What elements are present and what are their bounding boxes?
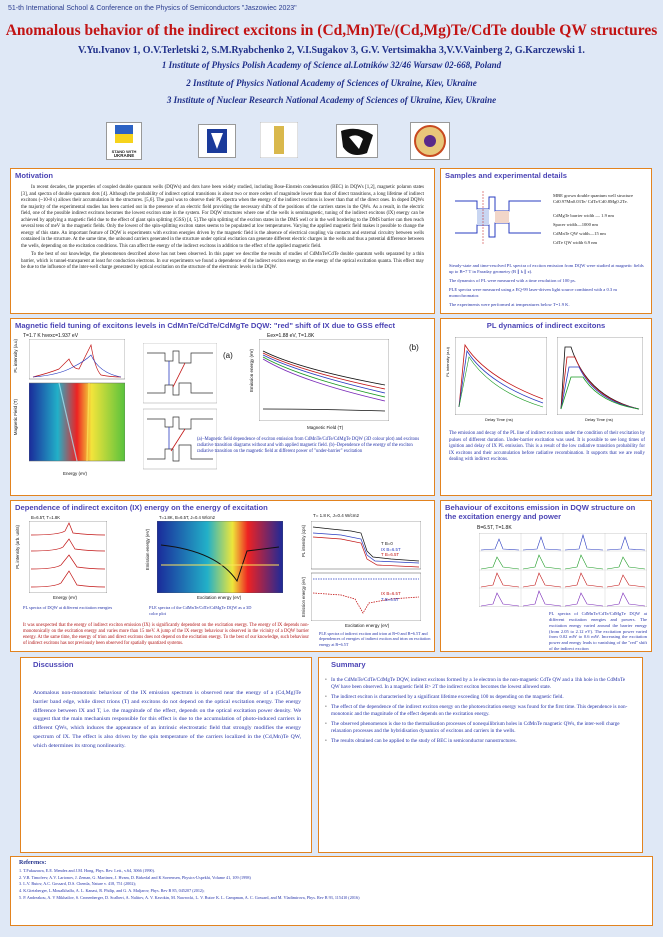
nasu-logo (260, 122, 298, 158)
dynamics-plot-1 (455, 337, 547, 415)
dynamics-plot1-xlabel: Delay Time (ns) (485, 417, 514, 422)
dep-legend2 (381, 591, 401, 602)
dep-cap3: PLE spectra of indirect exciton and trion at B=0 and B=6.5T and dependences of energies of indirect exciton and trion on excitation energy at B=6.5T (319, 631, 431, 647)
dep-plot3-header: T= 1.8 K, J=0.4 W/cm2 (313, 513, 360, 518)
stand-with-ukraine-logo (106, 122, 142, 160)
band-diagram (449, 187, 547, 249)
samples-details-4: The experiments were performed at temperatures below T=1.9 K. (449, 301, 570, 307)
magnetic-title: Magnetic field tuning of excitons levels in CdMnTe/CdTe/CdMgTe DQW: "red" shift of IX due to GSS effect (15, 321, 396, 330)
samples-details (449, 263, 645, 308)
legend-item: IX B=6.5T (381, 591, 401, 596)
behaviour-title: Behaviour of excitons emission in DQW structure on the excitation energy and power (445, 503, 636, 522)
plotB-header: Eex=1.88 eV, T=1.8K (267, 333, 315, 339)
label-b: (b) (409, 343, 419, 352)
summary-title: Summary (331, 660, 366, 669)
behaviour-text: PL spectra of CdMnTe/CdTe/CdMgTe DQW at different excitation energies and powers. The excitation energy varied around the barrier energy (from 2.05 to 2.12 eV). The excitation power varied from 0.02 mW to 0.6 mW. Increasing the excitation power and energy leads to vanishing of the "red" shift of the indirect exciton (549, 611, 647, 652)
samples-details-1: Steady-state and time-resolved PL spectra of exciton emission from DQW were studied at magnetic fields up to B=7 T in Faraday geometry (B ∥ k ∥ z). (449, 263, 644, 274)
legend-item: T B=6.5T (381, 596, 400, 602)
summary-item: • The results obtained can be applied to the study of BEC in semiconductor nanostructures. (331, 738, 634, 745)
dep-plot1-ylabel: PL intensity (arb. units) (15, 525, 20, 569)
authors: V.Yu.Ivanov 1, O.V.Terletski 2, S.M.Ryabchenko 2, V.I.Sugakov 3, G.V. Vertsimakha 3,V.V.Vainberg 2, G.Karczewski 1. (78, 45, 585, 56)
summary-list (319, 671, 642, 745)
dynamics-plot-2 (557, 337, 643, 415)
samples-details-3: PLE spectra were measured using a EQ-99 laser-driven light source combined with a 0.3 m monochromator. (449, 286, 617, 298)
legend-item: T B=6.5T (381, 552, 400, 558)
dynamics-panel (440, 318, 652, 496)
samples-list-item: CdMgTe barrier width — 1.9 nm (553, 213, 614, 218)
dependence-text: It was unexpected that the energy of indirect exciton emission (IX) is significantly dependent on the excitation energy. The energy of IX depends non-monotonically on the excitation energy and varies more than 15 meV. A jump of the IX energy behaviour is observed in the vicinity of a DQW barrier energy. At the same time, the energy of trion and direct excitons does not depend on the excitation energy. To the best of our knowledge, such behaviour of indirect excitons has not previously been observed for spatially quantized systems. (23, 623, 309, 647)
dynamics-ylabel: PL intensity (a.u) (445, 347, 450, 377)
plotA-xlabel: Energy (eV) (63, 471, 88, 476)
discussion-text: Anomalous non-monotonic behaviour of the IX emission spectrum is observed near the energy of a (Cd,Mg)Te barrier band edge, while direct trions (T) and excitons do not depend on the optical excitation energy. The energy difference between IX and T, i.e. the magnitude of the effect, depends on the optical excitation power density. We suggest that the main mechanism responsible for this effect is due to the accumulation of photo-induced carriers in different QWs, which induces the appearance of an intrinsic electrostatic field that strongly modifies the energy spectrum of IX. The effect is also driven by the spin temperature of the carriers localized in the (Cd,Mn)Te QW, which determines its strong nonlinearity. (33, 690, 301, 749)
dep-plot2-header: T=1.8K, B=6.5T, J=0.4 W/cm2 (159, 515, 215, 520)
discussion-panel (20, 657, 312, 853)
motivation-title: Motivation (15, 171, 53, 180)
motivation-paragraph-2: To the best of our knowledge, the phenomenon described above has not been observed. In this paper we describe the results of studies of CdMnTe/CdTe double quantum wells separated by a thin barrier, which is tunnel-transparent at least for conduction electrons. In our experiments we found a dependence of the indirect exciton energy on the energy of the optical excitation quanta. This effect may be due to the influence of the inter-well charge generated by optical excitation on the structure of the electronic levels in the DQW. (21, 252, 424, 271)
dep-plot3-ylabel1: PL intensity (cps) (301, 525, 306, 557)
summary-item: • The observed phenomenon is due to the thermalisation processes of nonequilibrium holes in CdMnTe magnetic QWs, the inter-well charge relaxation processes and the hybridisation dynamics of excitons and carriers in the wells. (331, 721, 634, 735)
reference-item: 4. K.Gietzberger, L.Moualkhalfa, A. L. Kanasi, R. Philip, and G. A. Maljarov, Phys. Rev B 85, 045207 (2012); (19, 888, 205, 894)
iop-kiev-logo (336, 124, 378, 158)
magnetic-caption: (a)–Magnetic field dependence of exciton emission from CdMnTe/CdTe/CdMgTe DQW (3D colour plot) and excitons radiative transition diagrams without and with applied magnetic field. (b)–Dependence of the energy of the exciton radiative transition on the magnetic field at different power of "under-barrier" excitation (197, 437, 420, 455)
conference-header: 51-th International School & Conference on the Physics of Semiconductors "Jaszowiec 2023" (8, 5, 297, 12)
references-title: Referencs: (19, 860, 47, 866)
reference-item: 1. T.Fukuzawa, E.E. Mendez and J.M. Hong, Phys. Rev. Lett., v.64, 3066 (1990). (19, 868, 155, 873)
dependence-panel (10, 500, 435, 652)
samples-details-2: The dynamics of PL were measured with a time resolution of 100 ps. (449, 277, 576, 283)
references-panel (10, 856, 653, 926)
dep-plot3-xlabel: Excitation energy (eV) (345, 623, 390, 628)
summary-panel (318, 657, 643, 853)
dynamics-text: The emission and decay of the PL line of indirect excitons under the condition of their excitation by pulses of different duration. Under-barrier excitation was used. It is possible to see long times of ignition and delay of IX PL emission. This is a result of the low radiative transition probability for IX excitons and their accumulation before radiative recombination. It supports that we are really dealing with indirect excitons. (449, 431, 645, 463)
summary-item: • The effect of the dependence of the indirect exciton energy on the photoexcitation energy was found for the first time. This dependence is non-monotonic and the magnitude of the effect depends on the excitation energy. (331, 704, 634, 718)
plotB (259, 339, 389, 421)
plotA-colormap (29, 339, 125, 469)
dep-legend1 (381, 541, 401, 558)
magnetic-panel (10, 318, 435, 496)
samples-title: Samples and experimental details (445, 171, 567, 180)
ukraine-heart-icon (107, 123, 141, 145)
plotA-ylabel2: Magnetic Field (T) (13, 399, 18, 436)
dep-cap1: PL spectra of DQW at different excitation energies (23, 605, 113, 610)
samples-list-item: Spacer width—1000 nm (553, 221, 598, 227)
samples-panel (440, 168, 652, 314)
dep-plot3 (311, 521, 421, 621)
summary-item: • The indirect exciton is characterised by a significant lifetime exceeding 100 ns depending on the magnetic field. (331, 694, 634, 701)
samples-desc: MBE grown double quantum well structure Cd0.97Mn0.03Te/ CdTe/Cd0.8Mg0.2Te. (553, 193, 633, 204)
reference-item: 2. V.B. Timofeev, A.V. Larionov, J. Zeman, G. Martinez, J. Hvam, D. Birkedal and K Soerensen, Physics-Uspekhi, Volume 41, 109 (1998) (19, 874, 251, 880)
dep-plot2-colormap (157, 521, 283, 593)
plotA-header: T=1.7 K hνexc=1.937 eV (23, 333, 79, 339)
poster-title: Anomalous behavior of the indirect excitons in (Cd,Mn)Te/(Cd,Mg)Te/CdTe double QW structures (5, 22, 658, 39)
dep-plot2-xlabel: Excitation energy (eV) (197, 595, 242, 600)
dep-plot3-ylabel2: Emission energy (eV) (301, 577, 306, 618)
legend-item: T B=0 (381, 541, 393, 546)
references-list (11, 868, 652, 902)
ukraine-text-1: STAND WITH (111, 149, 137, 154)
motivation-paragraph-1: In recent decades, the properties of coupled double quantum wells (DQWs) and dots have been widely studied, including Bose-Einstein condensation (BEC) in DQWs [1,2], magnetic polaron states [3], and spectra of double quantum dots [4]. Although the probability of indirect optical transitions is about two or more orders of magnitude lower than that of direct transitions, a long lifetime of indirect excitons (~10-8 s) allows their accumulation in the structures. [5,6]. The goal was to observe their PL spectra when the energy of the indirect excitons is lower than that of the direct ones. In doped DQWs the majority of the experimental studies has been carried out in the presence of an electric field providing the necessary shifts of the positions of the carriers states in the QWs. As a result, in the electric field, one of the possible indirect excitons becomes the lowest exciton state in the system. For DQW structures where one of the wells is semimagnetic, tuning of the indirect excitons (IX) energy can be achieved by applying a magnetic field due to the effect of giant spin splitting (GSS) [4, 5].The spin splitting of the exciton states in the DMS well or in the well bordering to the DMS barrier can then reach several tens of meV in the magnetic fields. Only the lowest of the spin-splitting exciton states seems to be populated at low temperatures. Varying the applied magnetic field makes it possible to change the energy of this state. An important feature of DQW is experiments with exciton energies driven by the magnetic field is the absence of electrical coupling via contacts and external circuitry between wells contained in the structure. At the same time, the unbound carriers generated in the structure under optical excitation can generate different electric charges in the wells and thus a potential difference between the wells, depending on the excitation conditions. This can affect the energy of the indirect excitons in addition to the effect of the applied magnetic field. (21, 185, 424, 249)
samples-list-item: CdTe QW width 6.9 nm (553, 239, 598, 245)
summary-item: • In the CdMnTe/CdTe/CdMgTe DQW, indirect excitons formed by a 1e electron in the non-magnetic CdTe QW and a 1hh hole in the CdMnTe QW have been observed. In a magnetic field B> 2T the indirect exciton becomes the lowest allowed state. (331, 677, 634, 691)
samples-list (553, 213, 647, 249)
dep-plot1-header: B=6.5T, T=1.8K (31, 515, 61, 520)
reference-item: 3. L.V. Butov, A.C. Gossard, D.S. Chemla, Nature v. 418, 751 (2002); (19, 881, 136, 887)
ukraine-text-2: UKRAINE (113, 153, 135, 159)
label-a: (a) (223, 351, 233, 360)
behaviour-panel (440, 500, 652, 652)
behaviour-header: B=6.5T, T=1.8K (477, 525, 512, 531)
affiliation-3: 3 Institute of Nuclear Research National Academy of Sciences of Ukraine, Kiev, Ukraine (166, 95, 497, 105)
dep-cap2: PLE spectra of the CdMnTe/CdTe/CdMgTe DQW as a 3D color plot (149, 605, 252, 616)
samples-list-item: CdMnTe QW width—15 nm (553, 230, 606, 236)
dep-plot2-ylabel: Emission energy (eV) (145, 529, 150, 571)
ipas-logo (198, 124, 236, 158)
discussion-title: Discussion (33, 660, 74, 669)
dependence-title: Dependence of indirect exciton (IX) energy on the energy of excitation (15, 503, 268, 512)
dynamics-title: PL dynamics of indirect excitons (486, 321, 606, 330)
kinr-logo (410, 122, 450, 160)
affiliation-1: 1 Institute of Physics Polish Academy of Science al.Lotników 32/46 Warsaw 02-668, Poland (161, 60, 502, 70)
plotB-ylabel: Emission energy (eV) (249, 349, 254, 393)
motivation-body (11, 182, 434, 272)
plotA-ylabel: PL intensity (a.u) (13, 339, 18, 373)
behaviour-grid (479, 533, 647, 607)
motivation-panel (10, 168, 435, 314)
reference-item: 5. P. Andreakou, A. V Mikhailov, S. Cronenberger, D. Scalbert, A. Nalitov, A. V. Kavokin, M. Nawrocki, L. V. Butov K. L. Campman, A. C. Gossard, and M. Vladimirova, Phys. Rev B 93, 115410 (2016) (19, 894, 360, 900)
dep-plot1-xlabel: Energy (eV) (53, 595, 78, 600)
dep-plot1 (29, 521, 107, 593)
dynamics-plot2-xlabel: Delay Time (ns) (585, 417, 614, 422)
plotB-xlabel: Magnetic Field (T) (307, 425, 344, 430)
legend-item: IX B=6.5T (381, 546, 401, 552)
affiliation-2: 2 Institute of Physics National Academy of Sciences of Ukraine, Kiev, Ukraine (186, 78, 477, 88)
